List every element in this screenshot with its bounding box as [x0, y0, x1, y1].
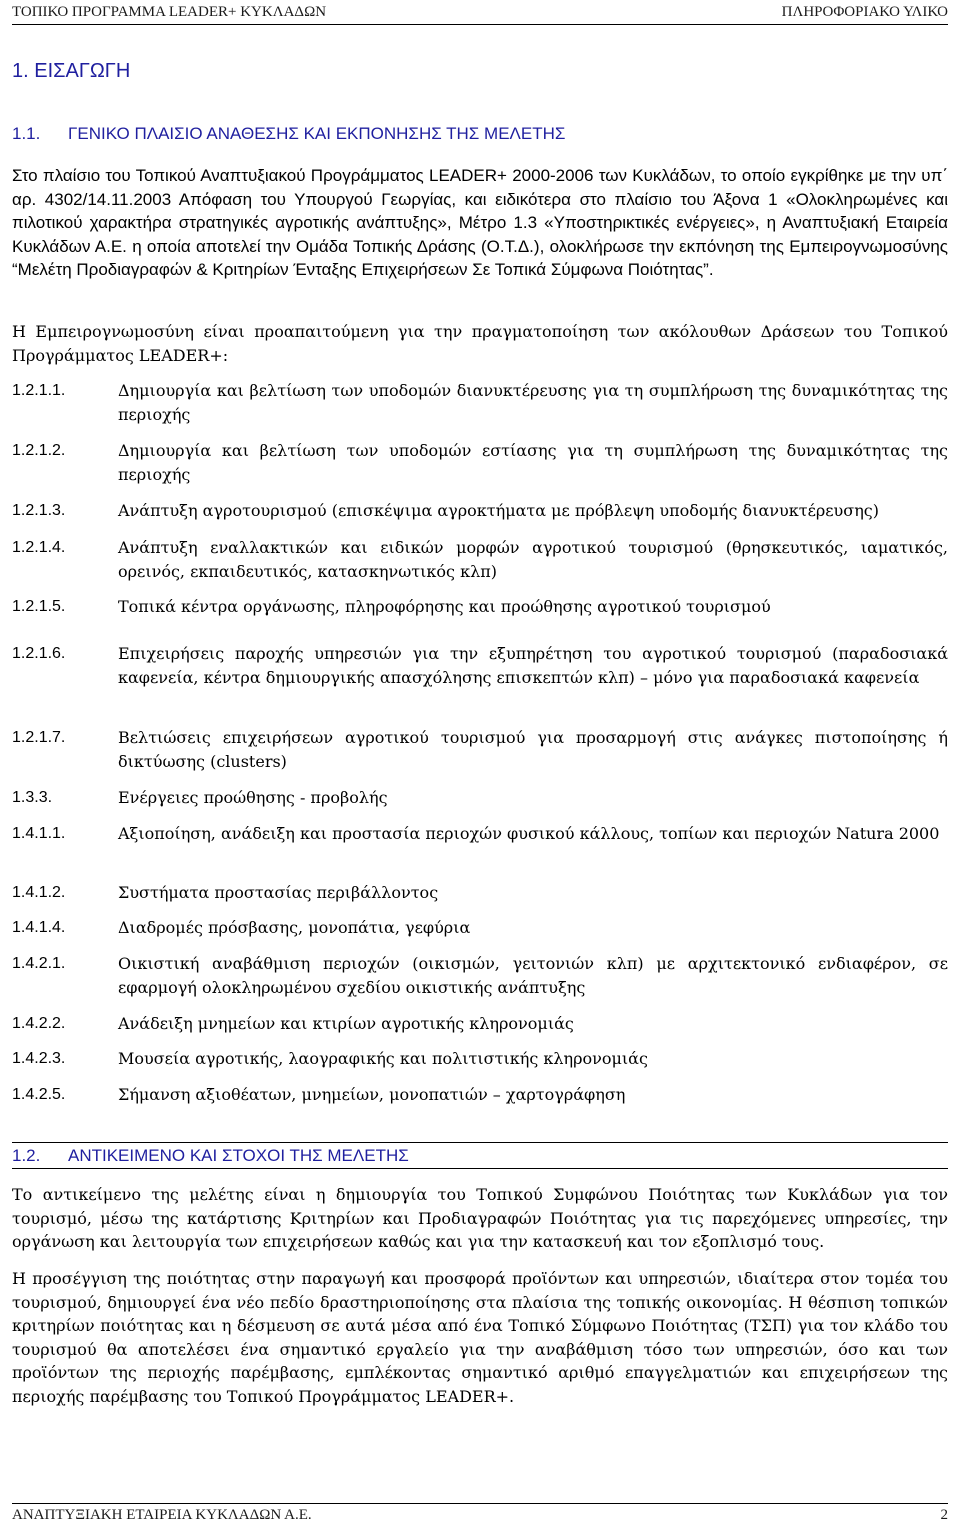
page-footer	[12, 1503, 948, 1526]
action-code: 1.4.2.1.	[12, 955, 66, 972]
subsection-number: 1.1.	[12, 124, 41, 143]
intro-paragraph: Στο πλαίσιο του Τοπικού Αναπτυξιακού Προγράμματος LEADER+ 2000-2006 των Κυκλάδων, το οποίο εγκρίθηκε με την υπ΄ αρ. 4302/14.11.2003 Απόφαση του Υπουργού Γεωργίας, και ειδικότερα στο πλαίσιο του Άξονα 1 «Ολοκληρωμένες και πιλοτικού χαρακτήρα στρατηγικές αγροτικής ανάπτυξης», Μέτρο 1.3 «Υποστηρικτικές ενέργειες», η Αναπτυξιακή Εταιρεία Κυκλάδων Α.Ε. η οποία αποτελεί την Ομάδα Τοπικής Δράσης (Ο.Τ.Δ.), ολοκλήρωσε την εκπόνηση της Εμπειρογνωμοσύνης “Μελέτη Προδιαγραφών & Κριτηρίων Ένταξης Επιχειρήσεων Σε Τοπικά Σύμφωνα Ποιότητας”.	[12, 166, 948, 279]
action-text: Διαδρομές πρόσβασης, μονοπάτια, γεφύρια	[118, 918, 471, 937]
action-text: Αξιοποίηση, ανάδειξη και προστασία περιοχών φυσικού κάλλους, τοπίων και περιοχών Natura 2000	[118, 824, 940, 843]
action-text: Συστήματα προστασίας περιβάλλοντος	[118, 883, 439, 902]
actions-lead-paragraph: Η Εμπειρογνωμοσύνη είναι προαπαιτούμενη για την πραγματοποίηση των ακόλουθων Δράσεων του Τοπικού Προγράμματος LEADER+:	[12, 322, 948, 365]
action-text: Δημιουργία και βελτίωση των υποδομών διανυκτέρευσης για τη συμπλήρωση της δυναμικότητας της περιοχής	[118, 381, 948, 424]
action-code: 1.2.1.7.	[12, 729, 66, 746]
subsection-heading-1-1	[12, 124, 565, 144]
list-item	[12, 952, 948, 999]
list-item	[12, 881, 948, 905]
action-text: Τοπικά κέντρα οργάνωσης, πληροφόρησης και προώθησης αγροτικού τουρισμού	[118, 597, 771, 616]
action-text: Μουσεία αγροτικής, λαογραφικής και πολιτιστικής κληρονομιάς	[118, 1049, 648, 1068]
objectives-paragraph-2: Η προσέγγιση της ποιότητας στην παραγωγή και προσφορά προϊόντων και υπηρεσιών, ιδιαίτερα στον τομέα του τουρισμού, δημιουργεί ένα νέο πεδίο δραστηριοποίησης στα πλαίσια της τοπικής οικονομίας. Η θέσπιση τοπικών κριτηρίων ποιότητας και η δέσμευση σε αυτά μέσα από ένα Τοπικό Σύμφωνο Ποιότητας (ΤΣΠ) για τον κλάδο του τουρισμού θα αποτελέσει ένα σημαντικό εργαλείο για την αναβάθμιση τόσο των υπηρεσιών, όσο και των προϊόντων της περιοχής παρέμβασης, εμπλέκοντας σημαντικό αριθμό επαγγελματιών και επιχειρήσεων της περιοχής παρέμβασης του Τοπικού Προγράμματος LEADER+.	[12, 1269, 948, 1406]
action-code: 1.4.2.3.	[12, 1050, 66, 1067]
page-header	[12, 2, 948, 25]
objectives-paragraph-1: Το αντικείμενο της μελέτης είναι η δημιουργία του Τοπικού Συμφώνου Ποιότητας των Κυκλάδων για τον τουρισμό, μέσω της κατάρτισης Κριτηρίων και Προδιαγραφών Ποιότητας για τις παρεχόμενες υπηρεσίες, την οργάνωση και λειτουργία των επιχειρήσεων καθώς και για την κατασκευή και τον εξοπλισμό τους.	[12, 1185, 948, 1251]
action-code: 1.4.1.4.	[12, 919, 66, 936]
action-text: Δημιουργία και βελτίωση των υποδομών εστίασης για τη συμπλήρωση της δυναμικότητας της περιοχής	[118, 441, 948, 484]
header-program-title: ΤΟΠΙΚΟ ΠΡΟΓΡΑΜΜΑ LEADER+ ΚΥΚΛΑΔΩΝ	[12, 4, 327, 20]
action-code: 1.4.2.5.	[12, 1086, 66, 1103]
subsection-heading-1-2	[12, 1142, 948, 1169]
list-item	[12, 1047, 948, 1071]
action-code: 1.4.1.1.	[12, 825, 66, 842]
list-item	[12, 1012, 948, 1036]
list-item	[12, 499, 948, 523]
list-item	[12, 536, 948, 583]
list-item	[12, 379, 948, 426]
action-text: Ανάπτυξη αγροτουρισμού (επισκέψιμα αγροκτήματα με πρόβλεψη υποδομής διανυκτέρευσης)	[118, 501, 879, 520]
list-item	[12, 595, 948, 619]
subsection-title: ΓΕΝΙΚΟ ΠΛΑΙΣΙΟ ΑΝΑΘΕΣΗΣ ΚΑΙ ΕΚΠΟΝΗΣΗΣ ΤΗΣ ΜΕΛΕΤΗΣ	[68, 124, 566, 143]
action-code: 1.2.1.3.	[12, 502, 66, 519]
action-code: 1.3.3.	[12, 789, 53, 806]
action-code: 1.2.1.2.	[12, 442, 66, 459]
subsection-number: 1.2.	[12, 1146, 41, 1165]
list-item	[12, 916, 948, 940]
action-text: Επιχειρήσεις παροχής υπηρεσιών για την εξυπηρέτηση του αγροτικού τουρισμού (παραδοσιακά καφενεία, κέντρα δημιουργικής απασχόλησης επισκεπτών κλπ) – μόνο για παραδοσιακά καφενεία	[118, 644, 948, 687]
action-code: 1.2.1.5.	[12, 598, 66, 615]
page-number: 2	[940, 1507, 948, 1523]
header-document-type: ΠΛΗΡΟΦΟΡΙΑΚΟ ΥΛΙΚΟ	[781, 4, 948, 20]
list-item	[12, 786, 948, 810]
action-code: 1.4.2.2.	[12, 1015, 66, 1032]
section-heading-introduction: 1. ΕΙΣΑΓΩΓΗ	[12, 60, 131, 82]
subsection-title: ΑΝΤΙΚΕΙΜΕΝΟ ΚΑΙ ΣΤΟΧΟΙ ΤΗΣ ΜΕΛΕΤΗΣ	[68, 1146, 409, 1165]
action-code: 1.2.1.4.	[12, 539, 66, 556]
action-text: Ενέργειες προώθησης - προβολής	[118, 788, 388, 807]
action-code: 1.2.1.6.	[12, 645, 66, 662]
list-item	[12, 439, 948, 486]
footer-company-name: ΑΝΑΠΤΥΞΙΑΚΗ ΕΤΑΙΡΕΙΑ ΚΥΚΛΑΔΩΝ Α.Ε.	[12, 1507, 312, 1523]
action-text: Ανάδειξη μνημείων και κτιρίων αγροτικής κληρονομιάς	[118, 1014, 574, 1033]
action-code: 1.4.1.2.	[12, 884, 66, 901]
list-item	[12, 642, 948, 689]
list-item	[12, 822, 948, 846]
action-text: Οικιστική αναβάθμιση περιοχών (οικισμών, γειτονιών κλπ) με αρχιτεκτονικό ενδιαφέρον, σε εφαρμογή ολοκληρωμένου σχεδίου οικιστικής ανάπτυξης	[118, 954, 948, 997]
list-item	[12, 1083, 948, 1107]
action-text: Βελτιώσεις επιχειρήσεων αγροτικού τουρισμού για προσαρμογή στις ανάγκες πιστοποίησης ή δικτύωσης (clusters)	[118, 728, 948, 771]
action-text: Ανάπτυξη εναλλακτικών και ειδικών μορφών αγροτικού τουρισμού (θρησκευτικός, ιαματικός, ορεινός, εκπαιδευτικός, κατασκηνωτικός κλπ)	[118, 538, 948, 581]
list-item	[12, 726, 948, 773]
action-code: 1.2.1.1.	[12, 382, 66, 399]
action-text: Σήμανση αξιοθέατων, μνημείων, μονοπατιών – χαρτογράφηση	[118, 1085, 626, 1104]
